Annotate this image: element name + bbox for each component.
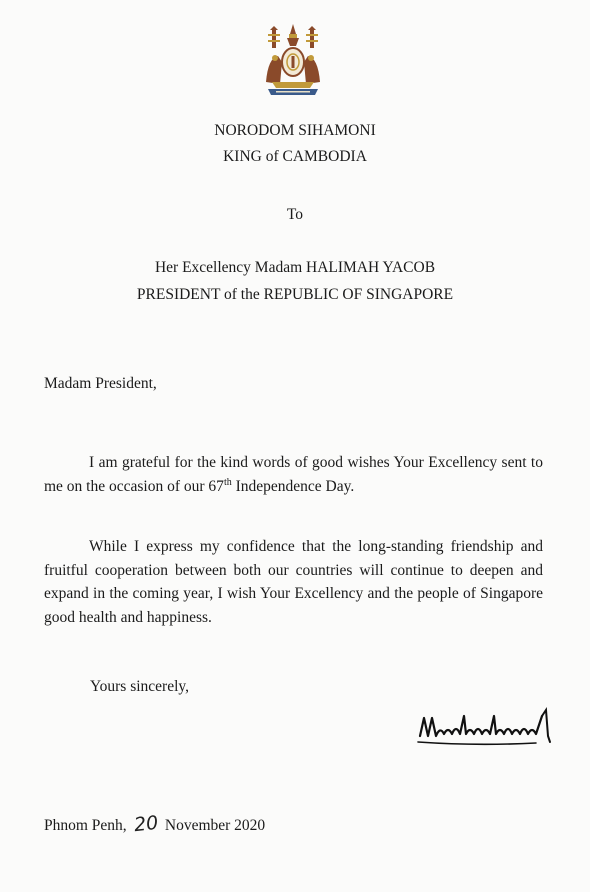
paragraph-gratitude-end: Independence Day.	[231, 477, 355, 495]
to-label: To	[286, 206, 304, 223]
month-year: November 2020	[164, 817, 266, 834]
date-line	[44, 813, 265, 837]
handwritten-day: 20	[132, 811, 159, 837]
paragraph-gratitude-text: I am grateful for the kind words of good wishes Your Excellency sent to me on the occasion of our 67	[44, 454, 543, 495]
sender-name: NORODOM SIHAMONI	[214, 122, 376, 139]
signature-icon	[416, 706, 558, 748]
paragraph-gratitude	[44, 451, 543, 498]
ordinal-suffix: th	[223, 476, 232, 488]
paragraph-wishes	[44, 535, 543, 630]
royal-crest-icon	[258, 22, 328, 98]
recipient-title: PRESIDENT of the REPUBLIC OF SINGAPORE	[136, 286, 454, 303]
sender-title: KING of CAMBODIA	[223, 148, 367, 165]
closing: Yours sincerely,	[90, 678, 190, 695]
place: Phnom Penh,	[44, 817, 127, 834]
recipient-name: Her Excellency Madam HALIMAH YACOB	[154, 259, 436, 276]
paragraph-wishes-text: While I express my confidence that the long-standing friendship and fruitful cooperation between both our countries will continue to deepen and expand in the coming year, I wish Your Excellency and the people of Singapore good health and happiness.	[44, 538, 543, 627]
salutation: Madam President,	[44, 375, 157, 392]
